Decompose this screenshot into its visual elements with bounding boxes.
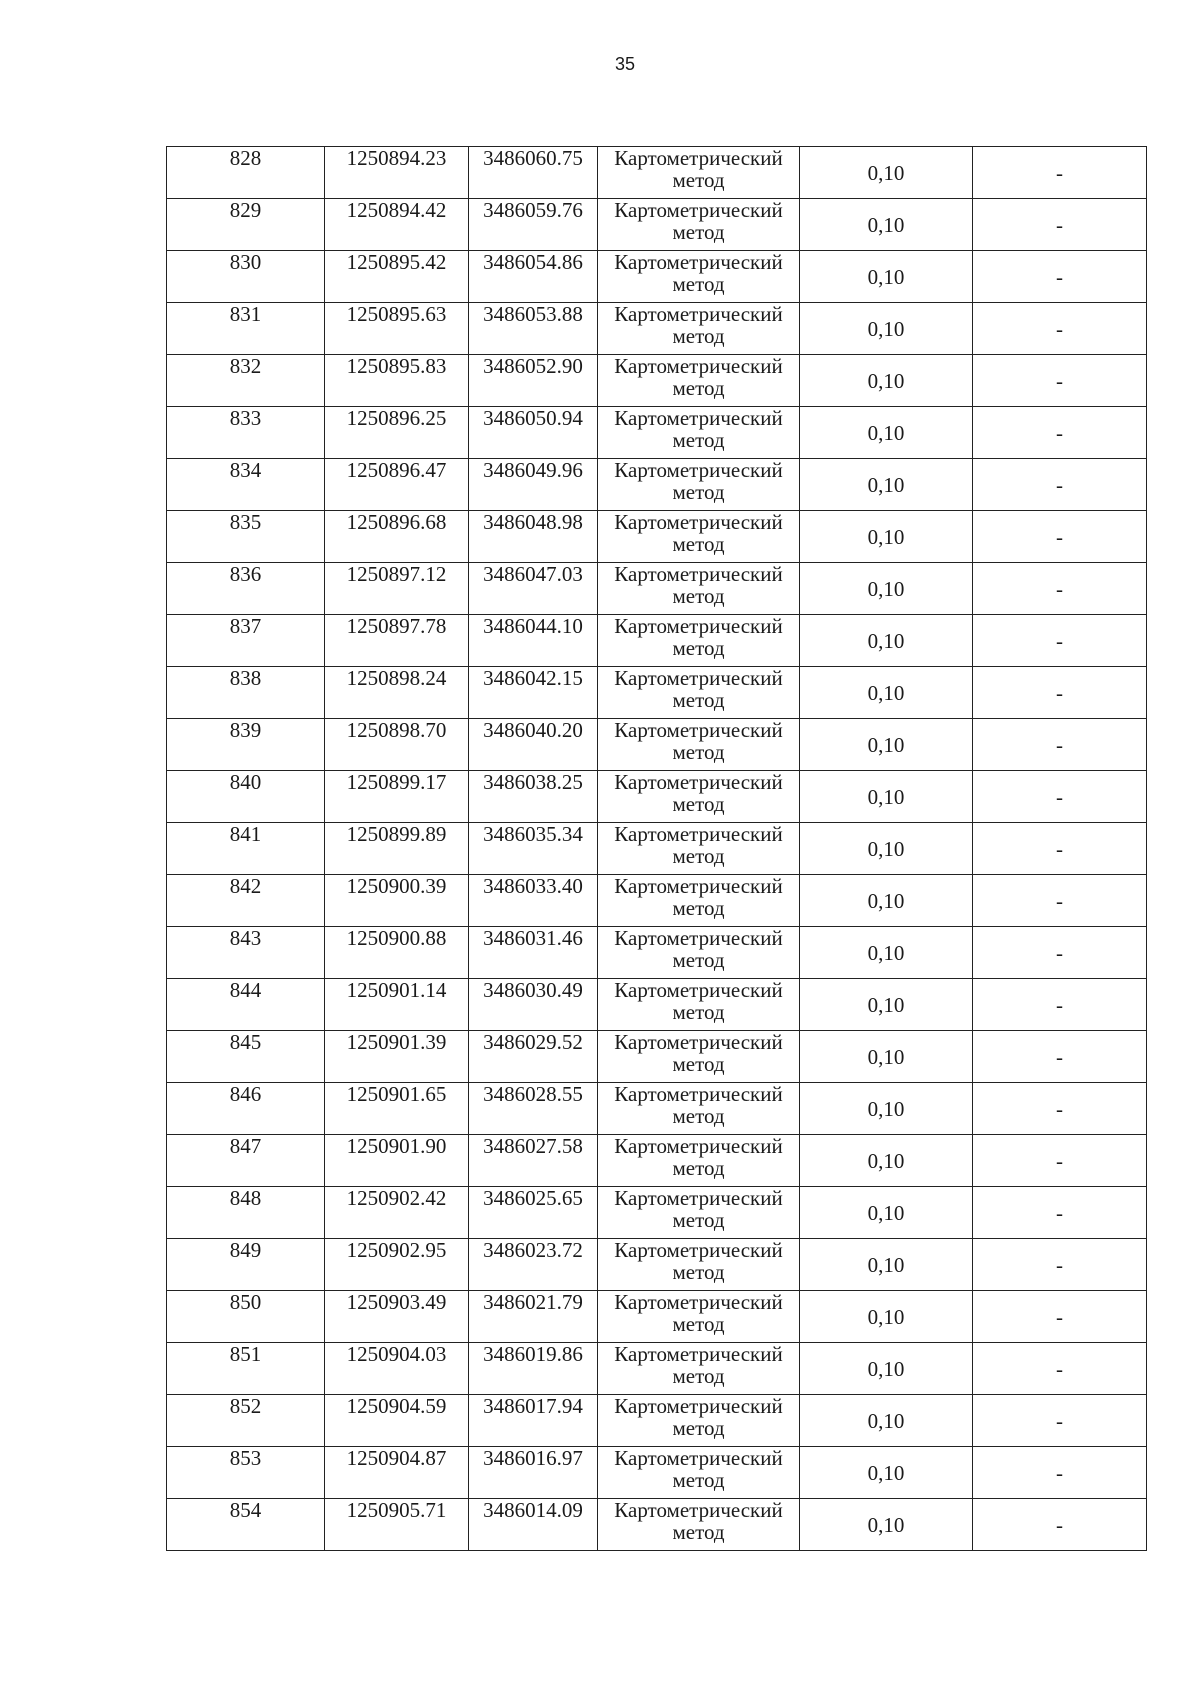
y-coordinate-cell: 3486054.86	[469, 251, 598, 303]
method-line-2: метод	[672, 636, 725, 660]
method-cell	[598, 1239, 800, 1291]
y-coordinate-cell: 3486053.88	[469, 303, 598, 355]
x-coordinate-cell: 1250896.25	[325, 407, 469, 459]
table-row	[167, 823, 1147, 875]
point-number-cell: 840	[167, 771, 325, 823]
y-coordinate-cell: 3486049.96	[469, 459, 598, 511]
note-cell: -	[973, 563, 1147, 615]
accuracy-cell: 0,10	[800, 251, 973, 303]
y-coordinate-cell: 3486019.86	[469, 1343, 598, 1395]
method-line-1: Картометрический	[614, 874, 783, 898]
table-row	[167, 1291, 1147, 1343]
y-coordinate-cell: 3486047.03	[469, 563, 598, 615]
point-number-cell: 847	[167, 1135, 325, 1187]
method-line-1: Картометрический	[614, 250, 783, 274]
method-line-2: метод	[672, 272, 725, 296]
point-number-cell: 852	[167, 1395, 325, 1447]
method-line-2: метод	[672, 740, 725, 764]
method-cell	[598, 1343, 800, 1395]
x-coordinate-cell: 1250896.47	[325, 459, 469, 511]
coordinates-table	[166, 146, 1147, 1551]
method-line-1: Картометрический	[614, 198, 783, 222]
method-line-2: метод	[672, 480, 725, 504]
accuracy-cell: 0,10	[800, 511, 973, 563]
y-coordinate-cell: 3486038.25	[469, 771, 598, 823]
method-line-2: метод	[672, 324, 725, 348]
y-coordinate-cell: 3486048.98	[469, 511, 598, 563]
method-cell	[598, 199, 800, 251]
note-cell: -	[973, 1031, 1147, 1083]
table-row	[167, 1447, 1147, 1499]
note-cell: -	[973, 979, 1147, 1031]
accuracy-cell: 0,10	[800, 1447, 973, 1499]
method-line-1: Картометрический	[614, 1290, 783, 1314]
method-line-1: Картометрический	[614, 1446, 783, 1470]
table-row	[167, 1395, 1147, 1447]
method-line-1: Картометрический	[614, 1082, 783, 1106]
y-coordinate-cell: 3486025.65	[469, 1187, 598, 1239]
point-number-cell: 842	[167, 875, 325, 927]
note-cell: -	[973, 1499, 1147, 1551]
accuracy-cell: 0,10	[800, 927, 973, 979]
method-line-1: Картометрический	[614, 822, 783, 846]
x-coordinate-cell: 1250901.90	[325, 1135, 469, 1187]
x-coordinate-cell: 1250902.42	[325, 1187, 469, 1239]
note-cell: -	[973, 459, 1147, 511]
x-coordinate-cell: 1250900.39	[325, 875, 469, 927]
accuracy-cell: 0,10	[800, 1187, 973, 1239]
accuracy-cell: 0,10	[800, 1083, 973, 1135]
table-row	[167, 615, 1147, 667]
note-cell: -	[973, 1239, 1147, 1291]
method-line-2: метод	[672, 1208, 725, 1232]
table-row	[167, 407, 1147, 459]
method-line-2: метод	[672, 584, 725, 608]
y-coordinate-cell: 3486031.46	[469, 927, 598, 979]
method-cell	[598, 1447, 800, 1499]
point-number-cell: 850	[167, 1291, 325, 1343]
method-line-2: метод	[672, 428, 725, 452]
note-cell: -	[973, 823, 1147, 875]
y-coordinate-cell: 3486044.10	[469, 615, 598, 667]
point-number-cell: 845	[167, 1031, 325, 1083]
method-cell	[598, 719, 800, 771]
method-cell	[598, 875, 800, 927]
method-line-1: Картометрический	[614, 458, 783, 482]
method-line-1: Картометрический	[614, 302, 783, 326]
table-row	[167, 459, 1147, 511]
method-cell	[598, 1499, 800, 1551]
y-coordinate-cell: 3486035.34	[469, 823, 598, 875]
method-line-2: метод	[672, 1260, 725, 1284]
x-coordinate-cell: 1250895.63	[325, 303, 469, 355]
method-line-1: Картометрический	[614, 1238, 783, 1262]
method-line-2: метод	[672, 532, 725, 556]
table-row	[167, 1083, 1147, 1135]
accuracy-cell: 0,10	[800, 1031, 973, 1083]
x-coordinate-cell: 1250904.87	[325, 1447, 469, 1499]
method-line-2: метод	[672, 896, 725, 920]
accuracy-cell: 0,10	[800, 667, 973, 719]
accuracy-cell: 0,10	[800, 1239, 973, 1291]
method-cell	[598, 251, 800, 303]
note-cell: -	[973, 1343, 1147, 1395]
x-coordinate-cell: 1250904.59	[325, 1395, 469, 1447]
point-number-cell: 836	[167, 563, 325, 615]
note-cell: -	[973, 407, 1147, 459]
note-cell: -	[973, 615, 1147, 667]
note-cell: -	[973, 1291, 1147, 1343]
accuracy-cell: 0,10	[800, 407, 973, 459]
point-number-cell: 844	[167, 979, 325, 1031]
method-cell	[598, 615, 800, 667]
y-coordinate-cell: 3486028.55	[469, 1083, 598, 1135]
method-line-2: метод	[672, 688, 725, 712]
table-row	[167, 875, 1147, 927]
method-line-2: метод	[672, 168, 725, 192]
method-line-2: метод	[672, 1104, 725, 1128]
accuracy-cell: 0,10	[800, 459, 973, 511]
note-cell: -	[973, 771, 1147, 823]
accuracy-cell: 0,10	[800, 1499, 973, 1551]
method-cell	[598, 147, 800, 199]
method-cell	[598, 1291, 800, 1343]
method-line-2: метод	[672, 1156, 725, 1180]
point-number-cell: 854	[167, 1499, 325, 1551]
method-line-1: Картометрический	[614, 1186, 783, 1210]
table-row	[167, 147, 1147, 199]
accuracy-cell: 0,10	[800, 355, 973, 407]
table-row	[167, 303, 1147, 355]
note-cell: -	[973, 719, 1147, 771]
y-coordinate-cell: 3486014.09	[469, 1499, 598, 1551]
y-coordinate-cell: 3486030.49	[469, 979, 598, 1031]
table-row	[167, 979, 1147, 1031]
method-line-2: метод	[672, 1468, 725, 1492]
accuracy-cell: 0,10	[800, 1395, 973, 1447]
note-cell: -	[973, 1083, 1147, 1135]
note-cell: -	[973, 1187, 1147, 1239]
method-line-1: Картометрический	[614, 926, 783, 950]
method-line-1: Картометрический	[614, 1394, 783, 1418]
note-cell: -	[973, 147, 1147, 199]
method-cell	[598, 823, 800, 875]
point-number-cell: 831	[167, 303, 325, 355]
point-number-cell: 839	[167, 719, 325, 771]
table-row	[167, 927, 1147, 979]
y-coordinate-cell: 3486029.52	[469, 1031, 598, 1083]
point-number-cell: 838	[167, 667, 325, 719]
method-line-2: метод	[672, 948, 725, 972]
note-cell: -	[973, 511, 1147, 563]
method-line-1: Картометрический	[614, 562, 783, 586]
x-coordinate-cell: 1250900.88	[325, 927, 469, 979]
table-row	[167, 355, 1147, 407]
method-line-2: метод	[672, 1000, 725, 1024]
point-number-cell: 841	[167, 823, 325, 875]
accuracy-cell: 0,10	[800, 1135, 973, 1187]
accuracy-cell: 0,10	[800, 979, 973, 1031]
method-line-2: метод	[672, 376, 725, 400]
page-number: 35	[614, 54, 636, 74]
method-line-1: Картометрический	[614, 1498, 783, 1522]
x-coordinate-cell: 1250898.70	[325, 719, 469, 771]
method-line-1: Картометрический	[614, 146, 783, 170]
accuracy-cell: 0,10	[800, 771, 973, 823]
method-line-1: Картометрический	[614, 1030, 783, 1054]
method-line-2: метод	[672, 844, 725, 868]
x-coordinate-cell: 1250898.24	[325, 667, 469, 719]
method-line-2: метод	[672, 1312, 725, 1336]
accuracy-cell: 0,10	[800, 563, 973, 615]
accuracy-cell: 0,10	[800, 1291, 973, 1343]
note-cell: -	[973, 1135, 1147, 1187]
table-row	[167, 771, 1147, 823]
method-cell	[598, 771, 800, 823]
x-coordinate-cell: 1250894.42	[325, 199, 469, 251]
table-row	[167, 199, 1147, 251]
note-cell: -	[973, 1395, 1147, 1447]
y-coordinate-cell: 3486027.58	[469, 1135, 598, 1187]
x-coordinate-cell: 1250899.17	[325, 771, 469, 823]
method-line-1: Картометрический	[614, 510, 783, 534]
x-coordinate-cell: 1250899.89	[325, 823, 469, 875]
table-row	[167, 1135, 1147, 1187]
point-number-cell: 829	[167, 199, 325, 251]
y-coordinate-cell: 3486052.90	[469, 355, 598, 407]
x-coordinate-cell: 1250901.65	[325, 1083, 469, 1135]
accuracy-cell: 0,10	[800, 199, 973, 251]
x-coordinate-cell: 1250904.03	[325, 1343, 469, 1395]
method-cell	[598, 355, 800, 407]
method-line-1: Картометрический	[614, 978, 783, 1002]
method-line-2: метод	[672, 1364, 725, 1388]
accuracy-cell: 0,10	[800, 1343, 973, 1395]
x-coordinate-cell: 1250902.95	[325, 1239, 469, 1291]
method-cell	[598, 407, 800, 459]
x-coordinate-cell: 1250897.78	[325, 615, 469, 667]
x-coordinate-cell: 1250897.12	[325, 563, 469, 615]
method-line-1: Картометрический	[614, 354, 783, 378]
method-line-1: Картометрический	[614, 406, 783, 430]
accuracy-cell: 0,10	[800, 303, 973, 355]
table-row	[167, 1187, 1147, 1239]
method-line-1: Картометрический	[614, 770, 783, 794]
method-cell	[598, 303, 800, 355]
note-cell: -	[973, 303, 1147, 355]
accuracy-cell: 0,10	[800, 719, 973, 771]
method-cell	[598, 927, 800, 979]
method-cell	[598, 667, 800, 719]
method-line-1: Картометрический	[614, 718, 783, 742]
point-number-cell: 834	[167, 459, 325, 511]
x-coordinate-cell: 1250894.23	[325, 147, 469, 199]
method-cell	[598, 459, 800, 511]
point-number-cell: 837	[167, 615, 325, 667]
y-coordinate-cell: 3486060.75	[469, 147, 598, 199]
table-row	[167, 719, 1147, 771]
y-coordinate-cell: 3486040.20	[469, 719, 598, 771]
table-row	[167, 1499, 1147, 1551]
x-coordinate-cell: 1250905.71	[325, 1499, 469, 1551]
note-cell: -	[973, 927, 1147, 979]
point-number-cell: 849	[167, 1239, 325, 1291]
point-number-cell: 835	[167, 511, 325, 563]
method-cell	[598, 1187, 800, 1239]
table-row	[167, 563, 1147, 615]
method-cell	[598, 511, 800, 563]
point-number-cell: 851	[167, 1343, 325, 1395]
point-number-cell: 846	[167, 1083, 325, 1135]
method-cell	[598, 563, 800, 615]
note-cell: -	[973, 875, 1147, 927]
note-cell: -	[973, 1447, 1147, 1499]
y-coordinate-cell: 3486033.40	[469, 875, 598, 927]
method-line-2: метод	[672, 1416, 725, 1440]
y-coordinate-cell: 3486021.79	[469, 1291, 598, 1343]
note-cell: -	[973, 355, 1147, 407]
point-number-cell: 848	[167, 1187, 325, 1239]
method-line-1: Картометрический	[614, 614, 783, 638]
x-coordinate-cell: 1250895.42	[325, 251, 469, 303]
accuracy-cell: 0,10	[800, 823, 973, 875]
method-cell	[598, 979, 800, 1031]
table-row	[167, 511, 1147, 563]
point-number-cell: 843	[167, 927, 325, 979]
table-row	[167, 667, 1147, 719]
method-line-1: Картометрический	[614, 666, 783, 690]
point-number-cell: 853	[167, 1447, 325, 1499]
table-row	[167, 251, 1147, 303]
method-line-2: метод	[672, 1052, 725, 1076]
method-cell	[598, 1395, 800, 1447]
method-line-2: метод	[672, 220, 725, 244]
point-number-cell: 832	[167, 355, 325, 407]
x-coordinate-cell: 1250901.14	[325, 979, 469, 1031]
y-coordinate-cell: 3486050.94	[469, 407, 598, 459]
method-line-1: Картометрический	[614, 1342, 783, 1366]
x-coordinate-cell: 1250901.39	[325, 1031, 469, 1083]
y-coordinate-cell: 3486042.15	[469, 667, 598, 719]
y-coordinate-cell: 3486059.76	[469, 199, 598, 251]
y-coordinate-cell: 3486017.94	[469, 1395, 598, 1447]
method-line-2: метод	[672, 1520, 725, 1544]
x-coordinate-cell: 1250896.68	[325, 511, 469, 563]
y-coordinate-cell: 3486023.72	[469, 1239, 598, 1291]
method-cell	[598, 1135, 800, 1187]
method-line-1: Картометрический	[614, 1134, 783, 1158]
accuracy-cell: 0,10	[800, 615, 973, 667]
table-row	[167, 1031, 1147, 1083]
point-number-cell: 828	[167, 147, 325, 199]
note-cell: -	[973, 667, 1147, 719]
method-cell	[598, 1031, 800, 1083]
accuracy-cell: 0,10	[800, 875, 973, 927]
method-line-2: метод	[672, 792, 725, 816]
note-cell: -	[973, 199, 1147, 251]
table-row	[167, 1239, 1147, 1291]
accuracy-cell: 0,10	[800, 147, 973, 199]
point-number-cell: 833	[167, 407, 325, 459]
note-cell: -	[973, 251, 1147, 303]
y-coordinate-cell: 3486016.97	[469, 1447, 598, 1499]
x-coordinate-cell: 1250903.49	[325, 1291, 469, 1343]
table-row	[167, 1343, 1147, 1395]
x-coordinate-cell: 1250895.83	[325, 355, 469, 407]
point-number-cell: 830	[167, 251, 325, 303]
method-cell	[598, 1083, 800, 1135]
